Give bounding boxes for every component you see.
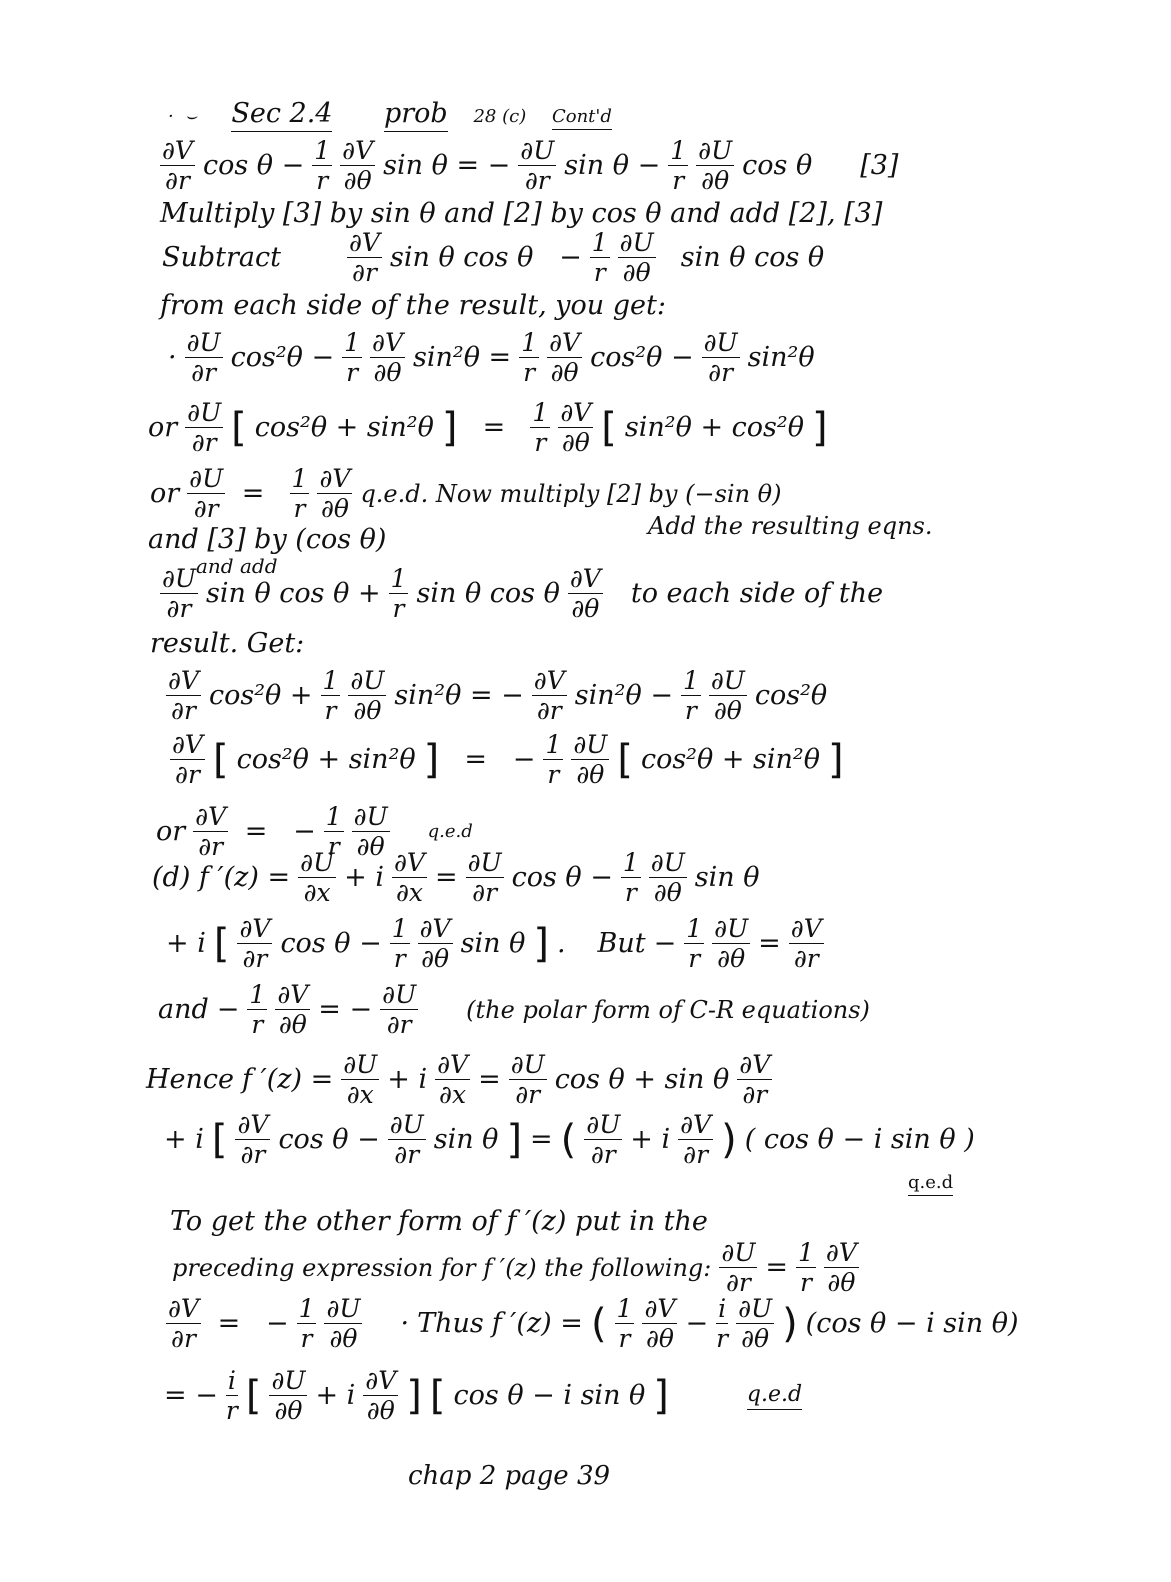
subtract-line: Subtract $\frac{\partial V}{\partial r}$ sin θ cos θ − $\frac{1}{r}$ $\frac{\partial U}{\partial\theta}$ sin θ cos θ [162,228,825,287]
to-each-side-label: to each side of the [630,578,884,609]
section-label: Sec 2.4 [231,98,332,132]
multiply-line: Multiply [3] by sin θ and [2] by cos θ and add [2], [3] [160,198,883,229]
and-add-line: and add [196,554,278,578]
preceding-line: preceding expression for f ′(z) the following: $\frac{\partial U}{\partial r}$ = $\frac{1}{r}$ $\frac{\partial V}{\partial\theta}$ [172,1238,857,1297]
hence-line-2: + i [ $\frac{\partial V}{\partial r}$ cos θ − $\frac{\partial U}{\partial r}$ sin θ ] = ( $\frac{\partial U}{\partial r}$ + i $\frac{\partial V}{\partial r}$ ) ( cos θ − i sin θ ) [164,1110,975,1169]
result-equation-3b: $\frac{\partial V}{\partial r}$ [ cos²θ + sin²θ ] = − $\frac{1}{r}$ $\frac{\partial U}{\partial\theta}$ [ cos²θ + sin²θ ] [172,730,844,789]
part-d-line-3: and − $\frac{1}{r}$ $\frac{\partial V}{\partial\theta}$ = − $\frac{\partial U}{\partial r}$ (the polar form of C-R equations) [158,980,870,1039]
qed-now-line: q.e.d. Now multiply [2] by (−sin θ) [360,479,782,508]
page-footer: chap 2 page 39 [408,1461,611,1491]
result-equation-3c: or $\frac{\partial V}{\partial r}$ = − $\frac{1}{r}$ $\frac{\partial U}{\partial\theta}$ q.e.d [156,802,473,861]
result-equation-1: · $\frac{\partial U}{\partial r}$ cos²θ − $\frac{1}{r}$ $\frac{\partial V}{\partial\theta}$ sin²θ = $\frac{1}{r}$ $\frac{\partial V}{\partial\theta}$ cos²θ − $\frac{\partial U}{\partial r}$ sin²θ [168,328,815,387]
polar-form-note: (the polar form of C-R equations) [466,995,870,1024]
problem-number: 28 (c) [473,106,527,127]
problem-label: prob [384,98,448,132]
add-term-line: $\frac{\partial U}{\partial r}$ sin θ cos θ + $\frac{1}{r}$ sin θ cos θ $\frac{\partial V}{\partial\theta}$ to each side of the [162,564,884,623]
thus-line: $\frac{\partial V}{\partial r}$ = − $\frac{1}{r}$ $\frac{\partial U}{\partial\theta}$ · Thus f ′(z) = ( $\frac{1}{r}$ $\frac{\partial V}{\partial\theta}$ − $\frac{i}{r}$ $\frac{\partial U}{\partial\theta}$ ) (cos θ − i sin θ) [168,1294,1019,1353]
hence-line: Hence f ′(z) = $\frac{\partial U}{\partial x}$ + i $\frac{\partial V}{\partial x}$ = $\frac{\partial U}{\partial r}$ cos θ + sin θ $\frac{\partial V}{\partial r}$ [146,1050,771,1109]
final-line: = − $\frac{i}{r}$ [ $\frac{\partial U}{\partial\theta}$ + i $\frac{\partial V}{\partial\theta}$ ] [ cos θ − i sin θ ] q.e.d [164,1366,803,1425]
eq3-label: [3] [860,150,899,181]
add-resulting-line: Add the resulting eqns. [648,512,933,540]
result-equation-3a: $\frac{\partial V}{\partial r}$ cos²θ + $\frac{1}{r}$ $\frac{\partial U}{\partial\theta}$ sin²θ = − $\frac{\partial V}{\partial r}$ sin²θ − $\frac{1}{r}$ $\frac{\partial U}{\partial\theta}$ cos²θ [168,666,828,725]
contd-label: Cont'd [552,106,612,130]
equation-3: $\frac{\partial V}{\partial r}$ cos θ − $\frac{1}{r}$ $\frac{\partial V}{\partial\theta}$ sin θ = − $\frac{\partial U}{\partial r}$ sin θ − $\frac{1}{r}$ $\frac{\partial U}{\partial\theta}$ cos θ [3] [162,136,899,195]
part-d-line-2: + i [ $\frac{\partial V}{\partial r}$ cos θ − $\frac{1}{r}$ $\frac{\partial V}{\partial\theta}$ sin θ ] . But − $\frac{1}{r}$ $\frac{\partial U}{\partial\theta}$ = $\frac{\partial V}{\partial r}$ [166,914,822,973]
subtract-label: Subtract [162,242,281,273]
from-each-side-line: from each side of the result, you get: [160,290,666,321]
to-get-line: To get the other form of f ′(z) put in the [170,1206,708,1237]
and-3-by-line: and [3] by (cos θ) [148,524,387,555]
result-equation-bracket: or $\frac{\partial U}{\partial r}$ [ cos²θ + sin²θ ] = $\frac{1}{r}$ $\frac{\partial V}{\partial\theta}$ [ sin²θ + cos²θ ] [148,398,828,457]
result-equation-2: or $\frac{\partial U}{\partial r}$ = $\frac{1}{r}$ $\frac{\partial V}{\partial\theta}$ q.e.d. Now multiply [2] by (−sin θ) [150,464,782,523]
result-get-line: result. Get: [150,628,305,659]
header-line: · ⌣ Sec 2.4 prob 28 (c) Cont'd [168,98,612,133]
part-d-line-1: (d) f ′(z) = $\frac{\partial U}{\partial x}$ + i $\frac{\partial V}{\partial x}$ = $\frac{\partial U}{\partial r}$ cos θ − $\frac{1}{r}$ $\frac{\partial U}{\partial\theta}$ sin θ [152,848,760,907]
qed-mark-1: q.e.d [908,1172,953,1196]
